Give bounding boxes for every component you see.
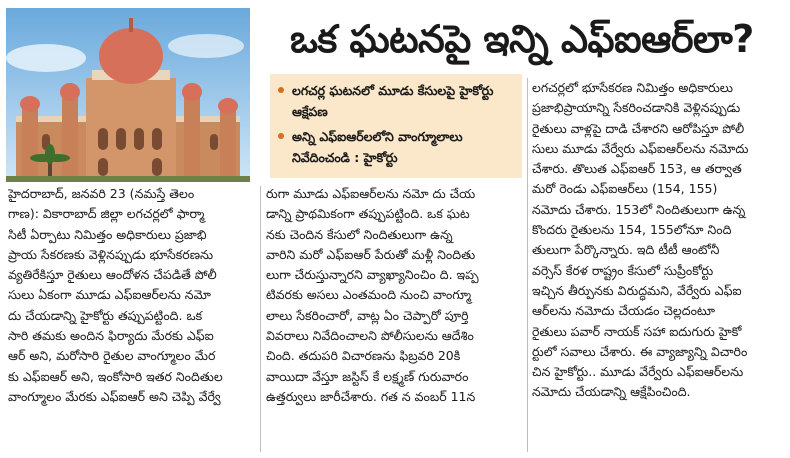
bullet-icon bbox=[278, 133, 284, 139]
headline: ఒక ఘటనపై ఇన్ని ఎఫ్‌ఐఆర్‌లా? bbox=[290, 17, 754, 61]
text-line: ఆర్ అని, మరోసారి రైతుల వాంగ్మూలం మేర bbox=[8, 348, 216, 364]
text-line: ప్రాయ సేకరణకు వెళ్లినప్పుడు భూసేకరణను bbox=[8, 246, 214, 262]
text-line: వాంగ్మూలం మేరకు ఎఫ్‌ఐఆర్ అని చెప్పి వేర్వే bbox=[8, 388, 221, 404]
text-line: దు చేయడాన్ని హైకోర్టు తప్పుపట్టింది. ఒక bbox=[8, 307, 203, 323]
highlight-item bbox=[276, 126, 516, 168]
highlight-text: లగచర్ల ఘటనలో మూడు కేసులపై హైకోర్టు ఆక్షేపణ bbox=[292, 83, 494, 119]
column-divider bbox=[260, 186, 261, 452]
text-line: చిన హైకోర్టు.. మూడు వేర్వేరు ఎఫ్‌ఐఆర్‌లను bbox=[532, 364, 744, 380]
text-line: హైదరాబాద్, జనవరి 23 (నమస్తే తెలం bbox=[8, 186, 195, 201]
article-column-right bbox=[532, 78, 784, 403]
bullet-icon bbox=[278, 87, 284, 93]
text-line: సారి తమకు అందిన ఫిర్యాదు మేరకు ఎఫ్‌ఐ bbox=[8, 328, 214, 344]
text-line: ఆర్‌లను నమోదు చేయడం చెల్లదంటూ bbox=[532, 303, 715, 319]
text-line: లుగా చేరుస్తున్నారని వ్యాఖ్యానించిం ది. ఇప్ప bbox=[266, 267, 479, 283]
text-line: లగచర్లలో భూసేకరణ నిమిత్తం అధికారులు bbox=[532, 80, 733, 95]
text-line: రుగా మూడు ఎఫ్‌ఐఆర్‌లను నమో దు చేయ bbox=[266, 186, 476, 201]
text-line: వివరాలు నివేదించాలని పోలీసులను ఆదేశిం bbox=[266, 328, 474, 344]
text-line: కొందరు రైతులను 154, 155లోనూ నింది bbox=[532, 222, 732, 238]
text-line: మరో రెండు ఎఫ్‌ఐఆర్‌లు (154, 155) bbox=[532, 181, 718, 197]
text-line: సులు మూడు వేర్వేరు ఎఫ్‌ఐఆర్‌లను నమోదు bbox=[532, 140, 749, 156]
text-line: ఉత్తర్వులు జారీచేశారు. గత న వంబర్ 11న bbox=[266, 388, 476, 404]
text-line: సులు ఏకంగా మూడు ఎఫ్‌ఐఆర్‌లను నమో bbox=[8, 287, 211, 303]
highlights-box bbox=[270, 74, 522, 178]
high-court-building-image bbox=[6, 8, 250, 182]
text-line: వ్యతిరేకిస్తూ రైతులు ఆందోళన చేపడితే పోలీ bbox=[8, 267, 217, 283]
text-line: చేశారు. తొలుత ఎఫ్‌ఐఆర్ 153, ఆ తర్వాత bbox=[532, 161, 742, 177]
text-line: ఇచ్చిన తీర్పునకు విరుద్ధమని, వేర్వేరు ఎఫ్‌ఐ bbox=[532, 282, 742, 298]
text-line: కు ఎఫ్‌ఐఆర్ అని, ఇంకోసారి ఇతర నిందితుల bbox=[8, 368, 223, 384]
text-line: లాలు సేకరించారో, వాట్ల ఏం చెప్పారో పూర్తి bbox=[266, 307, 469, 323]
highlight-item bbox=[276, 80, 516, 122]
highlight-text: అన్ని ఎఫ్‌ఐఆర్‌లలోని వాంగ్మూలాలు నివేదించండి : హైకోర్టు bbox=[292, 129, 463, 165]
text-line: నమోదు చేశారు. 153లో నిందితులుగా ఉన్న bbox=[532, 201, 746, 217]
column-divider bbox=[527, 78, 528, 452]
text-line: ప్రజాభిప్రాయాన్ని సేకరించడానికి వెళ్లినప్పుడు bbox=[532, 100, 741, 116]
article-column-left bbox=[8, 184, 256, 407]
text-line: రైతులు పవార్ నాయక్ సహా ఐదుగురు హైకో bbox=[532, 323, 742, 339]
text-line: రైతులు వాళ్లపై దాడి చేశారని ఆరోపిస్తూ పోలీ bbox=[532, 120, 745, 136]
text-line: నమోదు చేయడాన్ని ఆక్షేపించింది. bbox=[532, 384, 691, 400]
text-line: తులుగా పేర్కొన్నారు. ఇది టీటీ ఆంటోనీ bbox=[532, 242, 720, 258]
text-line: చింది. తదుపరి విచారణను ఫిబ్రవరి 20కి bbox=[266, 348, 461, 364]
text-line: వర్సెస్ కేరళ రాష్ట్రం కేసులో సుప్రీంకోర్టు bbox=[532, 262, 714, 278]
text-line: నకు చెందిన కేసులో నిందితులుగా ఉన్న bbox=[266, 226, 453, 242]
text-line: ర్టులో సవాలు చేశారు. ఈ వ్యాజ్యాన్ని విచారిం bbox=[532, 343, 748, 359]
text-line: డాన్ని ప్రాథమికంగా తప్పుపట్టింది. ఒక ఘట bbox=[266, 206, 470, 222]
text-line: వారిని మరో ఎఫ్‌ఐఆర్ పేరుతో మళ్లీ నిందితు bbox=[266, 246, 476, 262]
article-column-middle bbox=[266, 184, 522, 407]
text-line: టివరకు అసలు ఎంతమంది నుంచి వాంగ్మూ bbox=[266, 287, 472, 303]
text-line: వాయిదా వేస్తూ జస్టిస్ కే లక్ష్మణ్ గురువారం bbox=[266, 368, 469, 384]
text-line: గాణ): వికారాబాద్ జిల్లా లగచర్లలో ఫార్మా bbox=[8, 206, 205, 222]
text-line: సిటీ ఏర్పాటు నిమిత్తం అధికారులు ప్రజాభి bbox=[8, 226, 207, 242]
high-court-photo bbox=[6, 8, 250, 182]
